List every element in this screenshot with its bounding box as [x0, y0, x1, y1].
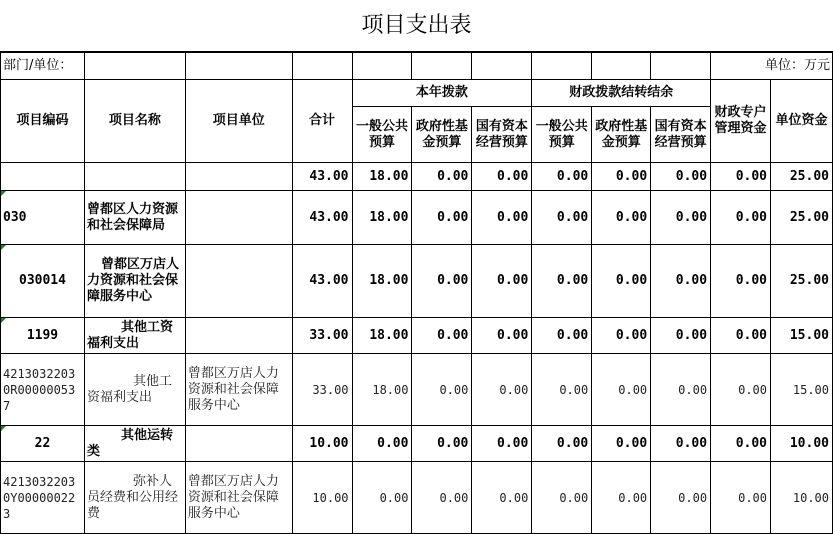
cell-total[interactable]: 33.00	[292, 354, 352, 426]
header-general-budget[interactable]: 一般公共预算	[352, 107, 412, 163]
cell-value[interactable]: 0.00	[412, 245, 472, 318]
cell-value[interactable]: 18.00	[352, 163, 412, 191]
cell-total[interactable]: 10.00	[292, 426, 352, 462]
cell-value[interactable]: 18.00	[352, 245, 412, 318]
cell-value[interactable]: 0.00	[532, 318, 592, 354]
cell-value[interactable]: 0.00	[472, 354, 532, 426]
cell-value[interactable]: 0.00	[711, 191, 771, 245]
cell-value[interactable]: 0.00	[412, 163, 472, 191]
cell-total[interactable]: 43.00	[292, 191, 352, 245]
cell-value[interactable]: 0.00	[412, 354, 472, 426]
cell-value[interactable]: 18.00	[352, 354, 412, 426]
cell-total[interactable]: 43.00	[292, 245, 352, 318]
cell-value[interactable]: 0.00	[352, 426, 412, 462]
header-gov-fund-budget[interactable]: 政府性基金预算	[412, 107, 472, 163]
cell-value[interactable]: 0.00	[532, 163, 592, 191]
cell-total[interactable]: 43.00	[292, 163, 352, 191]
cell-value[interactable]: 0.00	[651, 163, 711, 191]
cell-value[interactable]: 18.00	[352, 191, 412, 245]
dept-label[interactable]	[1, 53, 85, 80]
row-unit[interactable]	[185, 426, 292, 462]
header-code[interactable]: 项目编码	[1, 80, 85, 163]
header-total[interactable]: 合计	[292, 80, 352, 163]
row-code[interactable]	[1, 163, 85, 191]
header-state-capital-carryover[interactable]: 国有资本经营预算	[651, 107, 711, 163]
header-group-current[interactable]: 本年拨款	[352, 80, 532, 107]
dept-label-text: 部门/单位：	[3, 58, 73, 73]
cell-value[interactable]: 0.00	[711, 245, 771, 318]
cell-value[interactable]: 0.00	[532, 462, 592, 534]
row-name[interactable]: 曾都区人力资源和社会保障局	[84, 191, 185, 245]
cell-value[interactable]: 0.00	[412, 318, 472, 354]
cell-value[interactable]: 0.00	[532, 245, 592, 318]
table-row	[1, 462, 833, 534]
expenditure-table	[0, 52, 833, 534]
header-gov-fund-carryover[interactable]: 政府性基金预算	[592, 107, 651, 163]
cell-value[interactable]: 10.00	[771, 462, 833, 534]
blank-cell[interactable]	[352, 53, 412, 80]
table-row	[1, 426, 833, 462]
cell-value[interactable]: 0.00	[651, 426, 711, 462]
blank-cell[interactable]	[532, 53, 592, 80]
cell-value[interactable]: 0.00	[532, 426, 592, 462]
cell-value[interactable]: 0.00	[472, 191, 532, 245]
cell-total[interactable]: 10.00	[292, 462, 352, 534]
cell-value[interactable]: 0.00	[651, 354, 711, 426]
row-name[interactable]: 曾都区万店人力资源和社会保障服务中心	[84, 245, 185, 318]
blank-cell[interactable]	[412, 53, 472, 80]
table-row	[1, 191, 833, 245]
cell-value[interactable]: 0.00	[592, 318, 651, 354]
blank-cell[interactable]	[185, 53, 292, 80]
info-row	[1, 53, 833, 80]
cell-value[interactable]: 0.00	[472, 163, 532, 191]
cell-value[interactable]: 0.00	[592, 245, 651, 318]
row-code[interactable]: 030	[1, 191, 85, 245]
row-unit[interactable]	[185, 318, 292, 354]
cell-value[interactable]: 0.00	[592, 462, 651, 534]
row-code[interactable]: 1199	[1, 318, 85, 354]
row-unit[interactable]: 曾都区万店人力资源和社会保障服务中心	[185, 354, 292, 426]
cell-value[interactable]: 0.00	[412, 191, 472, 245]
row-code[interactable]: 42130322030Y000000223	[1, 462, 85, 534]
cell-value[interactable]: 0.00	[711, 163, 771, 191]
header-row-1	[1, 80, 833, 107]
cell-value[interactable]: 0.00	[412, 462, 472, 534]
cell-value[interactable]: 0.00	[651, 318, 711, 354]
cell-value[interactable]: 15.00	[771, 354, 833, 426]
blank-cell[interactable]	[472, 53, 532, 80]
table-row	[1, 245, 833, 318]
header-state-capital-budget[interactable]: 国有资本经营预算	[472, 107, 532, 163]
cell-value[interactable]: 25.00	[771, 191, 833, 245]
header-name[interactable]: 项目名称	[84, 80, 185, 163]
blank-cell[interactable]	[651, 53, 711, 80]
header-unit[interactable]: 项目单位	[185, 80, 292, 163]
row-code[interactable]: 030014	[1, 245, 85, 318]
cell-value[interactable]: 0.00	[592, 163, 651, 191]
cell-value[interactable]: 0.00	[711, 354, 771, 426]
blank-cell[interactable]	[292, 53, 352, 80]
cell-value[interactable]: 0.00	[532, 191, 592, 245]
row-code[interactable]: 42130322030R000000537	[1, 354, 85, 426]
row-name[interactable]: 其他工资福利支出	[84, 354, 185, 426]
cell-value[interactable]: 0.00	[472, 462, 532, 534]
table-row	[1, 163, 833, 191]
cell-value[interactable]: 0.00	[711, 462, 771, 534]
cell-value[interactable]: 0.00	[472, 318, 532, 354]
blank-cell[interactable]	[84, 53, 185, 80]
unit-label-text: 单位：万元	[764, 58, 830, 73]
row-unit[interactable]: 曾都区万店人力资源和社会保障服务中心	[185, 462, 292, 534]
cell-value[interactable]: 0.00	[352, 462, 412, 534]
row-unit[interactable]	[185, 245, 292, 318]
cell-value[interactable]: 0.00	[592, 426, 651, 462]
table-row	[1, 318, 833, 354]
cell-value[interactable]: 10.00	[771, 426, 833, 462]
cell-value[interactable]: 25.00	[771, 163, 833, 191]
row-unit[interactable]	[185, 191, 292, 245]
blank-cell[interactable]	[592, 53, 651, 80]
cell-value[interactable]: 0.00	[651, 245, 711, 318]
cell-value[interactable]: 0.00	[472, 245, 532, 318]
title-row	[0, 0, 833, 52]
row-name[interactable]: 其他工资福利支出	[84, 318, 185, 354]
cell-value[interactable]: 15.00	[771, 318, 833, 354]
sheet-title: 项目支出表	[361, 13, 472, 38]
header-self-funds[interactable]: 单位资金	[771, 80, 833, 163]
cell-value[interactable]: 18.00	[352, 318, 412, 354]
row-name[interactable]	[84, 163, 185, 191]
header-general-budget-carryover[interactable]: 一般公共预算	[532, 107, 592, 163]
cell-value[interactable]: 0.00	[711, 318, 771, 354]
row-name[interactable]: 弥补人员经费和公用经费	[84, 462, 185, 534]
cell-value[interactable]: 0.00	[532, 354, 592, 426]
cell-value[interactable]: 0.00	[472, 426, 532, 462]
table-row	[1, 354, 833, 426]
cell-total[interactable]: 33.00	[292, 318, 352, 354]
row-name[interactable]: 其他运转类	[84, 426, 185, 462]
unit-label[interactable]	[711, 53, 833, 80]
cell-value[interactable]: 0.00	[711, 426, 771, 462]
row-code[interactable]: 22	[1, 426, 85, 462]
cell-value[interactable]: 25.00	[771, 245, 833, 318]
header-group-carryover[interactable]: 财政拨款结转结余	[532, 80, 711, 107]
cell-value[interactable]: 0.00	[412, 426, 472, 462]
cell-value[interactable]: 0.00	[651, 462, 711, 534]
row-unit[interactable]	[185, 163, 292, 191]
cell-value[interactable]: 0.00	[651, 191, 711, 245]
cell-value[interactable]: 0.00	[592, 354, 651, 426]
cell-value[interactable]: 0.00	[592, 191, 651, 245]
header-special-account[interactable]: 财政专户管理资金	[711, 80, 771, 163]
